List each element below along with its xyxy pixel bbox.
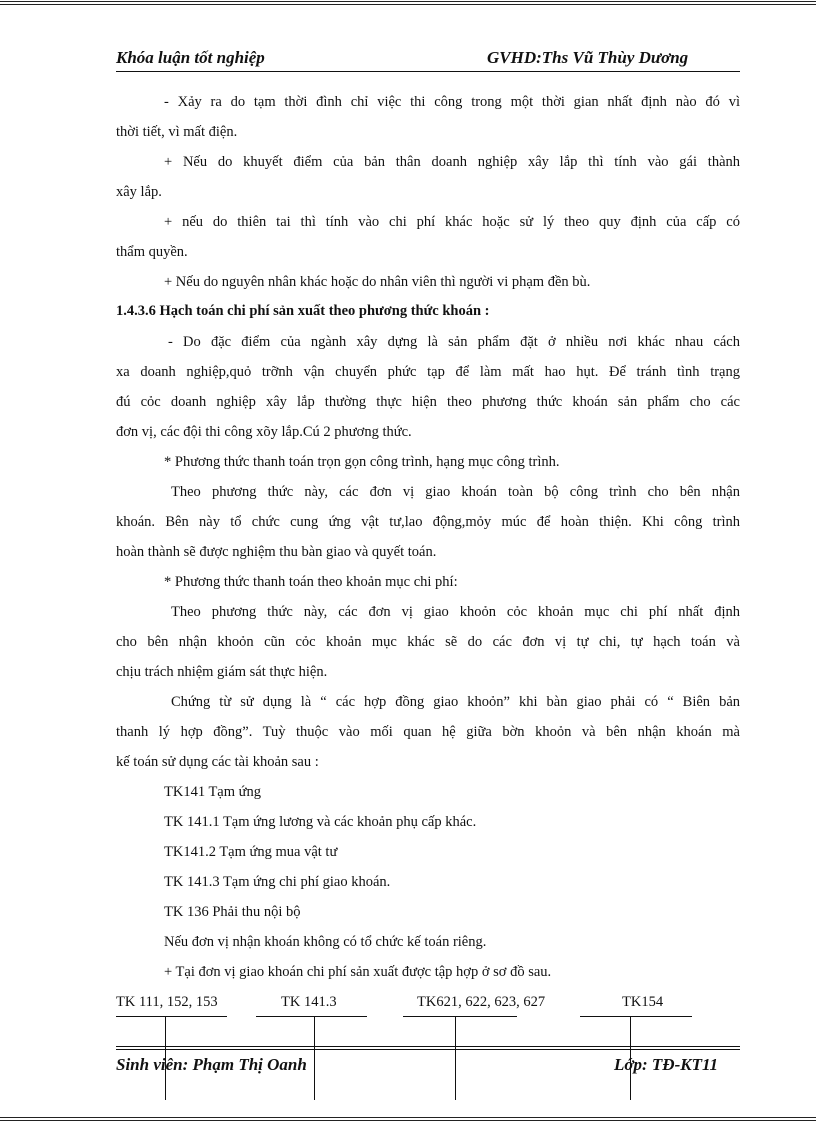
text-line: khoán. Bên này tổ chức cung ứng vật tư,lao động,mỏy múc để hoàn thiện. Khi công trình: [116, 514, 740, 530]
text-line: thời tiết, vì mất điện.: [116, 124, 238, 140]
t-account-bar: [403, 1016, 517, 1017]
text-line: + Tại đơn vị giao khoán chi phí sản xuất được tập hợp ở sơ đồ sau.: [164, 964, 552, 980]
account-label-1413: TK 141.3: [281, 994, 337, 1010]
footer-student: Sinh viên: Phạm Thị Oanh: [116, 1055, 307, 1074]
text-line: đơn vị, các đội thi công xõy lắp.Cú 2 phương thức.: [116, 424, 412, 440]
text-line: chịu trách nhiệm giám sát thực hiện.: [116, 664, 328, 680]
account-item: TK 141.3 Tạm ứng chi phí giao khoán.: [164, 874, 391, 890]
text-line: + Nếu do khuyết điểm của bản thân doanh nghiệp xây lắp thì tính vào gái thành: [164, 154, 740, 170]
section-heading: 1.4.3.6 Hạch toán chi phí sản xuất theo phương thức khoán :: [116, 303, 490, 319]
account-label-111: TK 111, 152, 153: [116, 994, 218, 1010]
text-line: thẩm quyền.: [116, 244, 188, 260]
text-line: Nếu đơn vị nhận khoán không có tổ chức kế toán riêng.: [164, 934, 487, 950]
t-account-bar: [116, 1016, 227, 1017]
footer-class: Lớp: TĐ-KT11: [614, 1055, 719, 1074]
text-line: - Do đặc điểm của ngành xây dựng là sản phẩm đặt ở nhiều nơi khác nhau cách: [168, 334, 740, 350]
text-line: kế toán sử dụng các tài khoản sau :: [116, 754, 319, 770]
header-rule: [116, 71, 740, 72]
bottom-border-inner: [0, 1120, 816, 1121]
t-account-bar: [580, 1016, 692, 1017]
account-label-154: TK154: [622, 994, 664, 1010]
text-line: + nếu do thiên tai thì tính vào chi phí khác hoặc sử lý theo quy định của cấp có: [164, 214, 740, 230]
account-item: TK141 Tạm ứng: [164, 784, 261, 800]
text-line: Theo phương thức này, các đơn vị giao khoỏn cỏc khoản mục chi phí nhất định: [171, 604, 740, 620]
text-line: hoàn thành sẽ được nghiệm thu bàn giao và quyết toán.: [116, 544, 437, 560]
text-line: + Nếu do nguyên nhân khác hoặc do nhân viên thì người vi phạm đền bù.: [164, 274, 591, 290]
account-label-621: TK621, 622, 623, 627: [417, 994, 546, 1010]
footer-rule: [116, 1046, 740, 1047]
footer-rule-inner: [116, 1049, 740, 1050]
t-account-bar: [256, 1016, 367, 1017]
account-item: TK141.2 Tạm ứng mua vật tư: [164, 844, 338, 860]
text-line: xa doanh nghiệp,quỏ trỡnh vận chuyển phức tạp để làm mất hao hụt. Để tránh tình trạng: [116, 364, 740, 380]
account-item: TK 141.1 Tạm ứng lương và các khoản phụ cấp khác.: [164, 814, 477, 830]
text-line: - Xảy ra do tạm thời đình chỉ việc thi công trong một thời gian nhất định nào đó vì: [164, 94, 740, 110]
t-account-stem: [455, 1016, 456, 1100]
header-thesis-title: Khóa luận tốt nghiệp: [116, 48, 265, 67]
text-line: đú cỏc doanh nghiệp xây lắp thường thực hiện theo phương thức khoán sản phẩm cho các: [116, 394, 740, 410]
text-line: cho bên nhận khoỏn cũn cỏc khoản mục khác sẽ do các đơn vị tự chi, tự hạch toán và: [116, 634, 740, 650]
t-account-stem: [314, 1016, 315, 1100]
top-border: [0, 1, 816, 2]
account-item: TK 136 Phải thu nội bộ: [164, 904, 301, 920]
text-line: Theo phương thức này, các đơn vị giao khoán toàn bộ công trình cho bên nhận: [171, 484, 740, 500]
header-supervisor: GVHD:Ths Vũ Thùy Dương: [487, 48, 689, 67]
text-line: * Phương thức thanh toán trọn gọn công trình, hạng mục công trình.: [164, 454, 560, 470]
top-border-inner: [0, 4, 816, 5]
text-line: Chứng từ sử dụng là “ các hợp đồng giao khoỏn” khi bàn giao phải có “ Biên bản: [171, 694, 740, 710]
text-line: * Phương thức thanh toán theo khoản mục chi phí:: [164, 574, 458, 590]
text-line: thanh lý hợp đồng”. Tuỳ thuộc vào mối quan hệ giữa bờn khoỏn và bên nhận khoán mà: [116, 724, 740, 740]
bottom-border: [0, 1117, 816, 1118]
text-line: xây lắp.: [116, 184, 162, 200]
